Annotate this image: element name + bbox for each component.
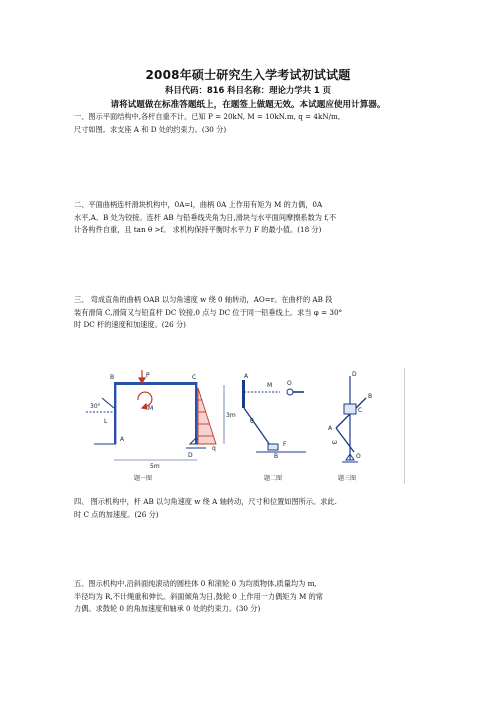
question-line: 计各构件自重，且 tan θ >f。 求机构保持平衡时水平力 F 的最小值。(18 分) [74, 225, 322, 235]
figure-3-mechanism [336, 376, 366, 462]
page-title: 2008年硕士研究生入学考试初试试题 [145, 68, 351, 82]
fig1-label-q: q [212, 445, 216, 452]
fig3-label-c: C [358, 407, 363, 414]
question-line: 三、 弯成直角的曲柄 OAB 以匀角速度 w 绕 0 轴转动，AO=r。在曲杆的 AB 段 [74, 295, 333, 304]
column-cd [195, 382, 197, 444]
question-line: 一、图示平面结构中,各杆自重不计。已知 P = 20kN, M = 10kN.m, q = 4kN/m, [74, 112, 341, 121]
problem-figures-svg [84, 368, 404, 484]
fig1-label-p: P [146, 372, 150, 379]
exam-instruction: 请将试题做在标准答题纸上，在题签上做题无效。本试题应使用计算器。 [110, 100, 386, 110]
fig2-label-o: O [287, 380, 292, 387]
question-line: 装有滑筒 C,滑筒又与铅直杆 DC 铰接,0 点与 DC 位于同一铅垂线上。求当 φ = 30° [74, 307, 343, 317]
sleeve-c [344, 404, 356, 414]
crank-oa [242, 380, 245, 408]
fig1-label-l: L [104, 418, 108, 425]
fig2-label-theta: θ [250, 418, 254, 425]
fig2-label-f: F [283, 441, 287, 448]
fig3-label-d: D [352, 371, 357, 378]
fig1-label-b: B [110, 374, 115, 381]
question-line: 四、 图示机构中，杆 AB 以匀角速度 w 绕 A 轴转动，尺寸和位置如图所示。求此. [74, 497, 337, 506]
column-ab [114, 382, 116, 444]
fig3-label-b: B [368, 393, 373, 400]
question-1 [74, 111, 434, 136]
fig1-label-3m: 3m [226, 412, 236, 419]
question-4 [74, 496, 434, 521]
slider-block [268, 444, 278, 450]
fig1-label-a: A [120, 436, 125, 443]
fig1-label-m: M [148, 405, 154, 412]
fig2-label-m: M [267, 382, 273, 389]
question-line: 水平,A、B 处为铰接。连杆 AB 与铅垂线夹角为日,滑块与水平面间摩擦系数为 f,不 [74, 212, 337, 222]
question-line: 半径均为 R,不计绳重和伸长。斜面倾角为日,鼓轮 0 上作用一力偶矩为 M 的常 [74, 591, 323, 601]
fig1-label-d: D [188, 452, 193, 459]
fig2-label-a: A [244, 373, 249, 380]
distributed-load-q [198, 388, 216, 444]
caption-fig-2: 题二图 [264, 475, 283, 482]
question-line: 时 C 点的加速度。(26 分) [74, 509, 159, 519]
pivot-o [287, 389, 293, 395]
question-2 [74, 199, 434, 237]
fig3-label-omega: ω [332, 439, 338, 446]
question-line: 五、图示机构中,沿斜面纯滚动的圆柱体 0 和滚轮 0 为均质物体,质量均为 m, [74, 579, 317, 588]
exam-subject-line: 科目代码：816 科目名称：理论力学共 1 页 [164, 85, 332, 95]
fig2-label-b: B [274, 453, 279, 460]
load-arrows [138, 370, 152, 409]
moment-m-arrow [138, 392, 152, 406]
link-ab [244, 408, 272, 448]
question-line: 二、平面曲柄连杆滑块机构中，0A=l，曲柄 0A 上作用有矩为 M 的力偶，0A [74, 200, 323, 209]
problem-figures [84, 368, 405, 484]
fig1-label-c: C [192, 374, 197, 381]
figure-2-mechanism [242, 380, 306, 452]
caption-fig-3: 题三图 [338, 475, 357, 482]
question-3 [74, 294, 434, 332]
fig1-label-5m: 5m [150, 463, 160, 470]
question-line: 力偶。求鼓轮 0 的角加速度和轴承 0 处的约束力。(30 分) [74, 604, 261, 614]
fig3-label-o: O [356, 453, 361, 460]
question-5 [74, 578, 434, 616]
question-line: 尺寸如图。求支座 A 和 D 处的约束力。(30 分) [74, 124, 227, 134]
crank-segment-oa [336, 428, 354, 452]
support-link-l [102, 398, 114, 408]
fig3-label-a: A [328, 425, 333, 432]
caption-fig-1: 题一图 [134, 475, 153, 482]
question-line: 时 DC 杆的速度和加速度。(26 分) [74, 320, 186, 330]
fig1-label-angle: 30° [90, 403, 101, 410]
beam-bc [114, 382, 196, 385]
